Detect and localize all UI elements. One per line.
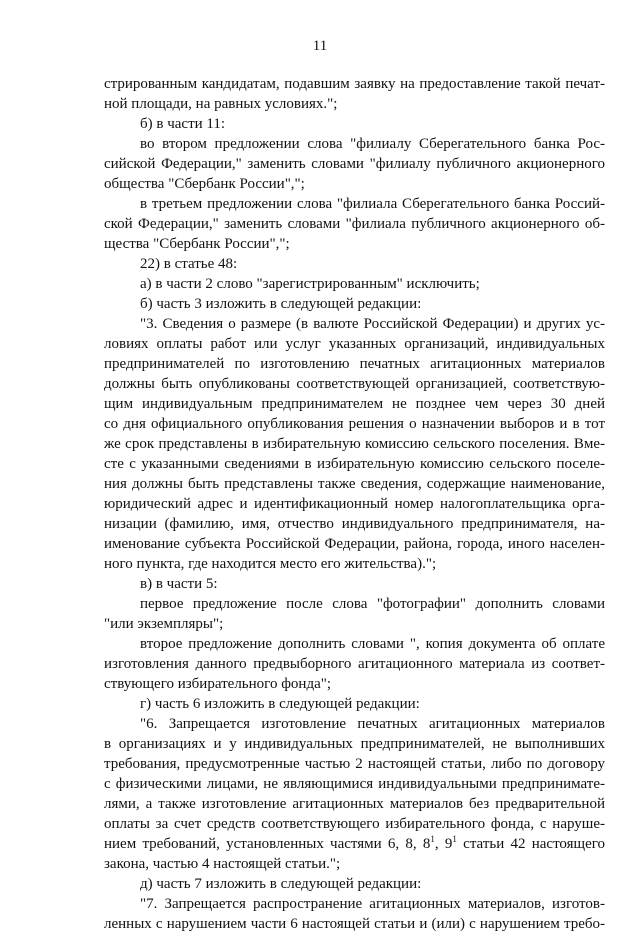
text-line: щества "Сбербанк России","; xyxy=(104,236,290,252)
text-line: изготовления данного предвыборного агитационного материала из соответ- xyxy=(104,656,605,672)
text-line: общества "Сбербанк России","; xyxy=(104,176,305,192)
text-line: "7. Запрещается распространение агитационных материалов, изготов- xyxy=(140,896,605,912)
text-line: со дня официального опубликования решения о назначении выборов и в тот xyxy=(104,416,605,432)
text-line: юридический адрес и идентификационный номер налогоплательщика орга- xyxy=(104,496,605,512)
text-line: именование субъекта Российской Федерации, района, города, иного населен- xyxy=(104,536,605,552)
text-line: ния должны быть представлены также сведения, содержащие наименование, xyxy=(104,476,605,492)
text-line: ской Федерации," заменить словами "филиала публичного акционерного об- xyxy=(104,216,605,232)
text-line: в организациях и у индивидуальных предпринимателей, не выполнивших xyxy=(104,736,605,752)
text-line: ной площади, на равных условиях."; xyxy=(104,96,338,112)
text-segment: , 9 xyxy=(434,836,453,852)
text-line: "3. Сведения о размере (в валюте Российской Федерации) и других ус- xyxy=(140,316,605,332)
text-segment: нием требований, установленных частями 6, 8, 8 xyxy=(104,836,431,852)
text-line: 22) в статье 48: xyxy=(140,256,238,272)
superscript: 1 xyxy=(430,834,435,844)
text-line: б) часть 3 изложить в следующей редакции: xyxy=(140,296,422,312)
text-line: сте с указанными сведениями в избирательную комиссию сельского поселе- xyxy=(104,456,605,472)
text-line: щим индивидуальным предпринимателем не позднее чем через 30 дней xyxy=(104,396,605,412)
text-line: во втором предложении слова "филиалу Сберегательного банка Рос- xyxy=(140,136,605,152)
text-line xyxy=(104,836,605,853)
text-line: "или экземпляры"; xyxy=(104,616,224,632)
text-line: ленных с нарушением части 6 настоящей статьи и (или) с нарушением требо- xyxy=(104,916,605,932)
text-line: с физическими лицами, не являющимися индивидуальными предпринимате- xyxy=(104,776,605,792)
text-line: д) часть 7 изложить в следующей редакции: xyxy=(140,876,422,892)
text-line: предпринимателей по изготовлению печатных агитационных материалов xyxy=(104,356,605,372)
text-line: а) в части 2 слово "зарегистрированным" исключить; xyxy=(140,276,480,292)
text-line: ного пункта, где находится место его жительства)."; xyxy=(104,556,437,572)
text-line: низации (фамилию, имя, отчество индивидуального предпринимателя, на- xyxy=(104,516,605,532)
text-line: закона, частью 4 настоящей статьи."; xyxy=(104,856,341,872)
text-line: лями, а также изготовление агитационных материалов без предварительной xyxy=(104,796,605,812)
text-line: г) часть 6 изложить в следующей редакции: xyxy=(140,696,420,712)
text-line: требования, предусмотренные частью 2 настоящей статьи, либо по договору xyxy=(104,756,605,772)
text-line: "6. Запрещается изготовление печатных агитационных материалов xyxy=(140,716,605,732)
text-line: в третьем предложении слова "филиала Сберегательного банка Россий- xyxy=(140,196,605,212)
text-segment: статьи 42 настоящего xyxy=(456,836,606,852)
text-line: сийской Федерации," заменить словами "филиалу публичного акционерного xyxy=(104,156,605,172)
text-line: б) в части 11: xyxy=(140,116,226,132)
text-line: же срок представлены в избирательную комиссию сельского поселения. Вме- xyxy=(104,436,605,452)
text-line: второе предложение дополнить словами ", копия документа об оплате xyxy=(140,636,605,652)
page-number: 11 xyxy=(312,38,328,54)
text-line: ловиях оплаты работ или услуг указанных организаций, индивидуальных xyxy=(104,336,605,352)
text-line: ствующего избирательного фонда"; xyxy=(104,676,332,692)
superscript: 1 xyxy=(452,834,457,844)
text-line: в) в части 5: xyxy=(140,576,218,592)
text-line: первое предложение после слова "фотографии" дополнить словами xyxy=(140,596,605,612)
text-line: оплаты за счет средств соответствующего избирательного фонда, с наруше- xyxy=(104,816,605,832)
text-line: стрированным кандидатам, подавшим заявку на предоставление такой печат- xyxy=(104,76,605,92)
text-line: должны быть опубликованы соответствующей организацией, соответствую- xyxy=(104,376,605,392)
